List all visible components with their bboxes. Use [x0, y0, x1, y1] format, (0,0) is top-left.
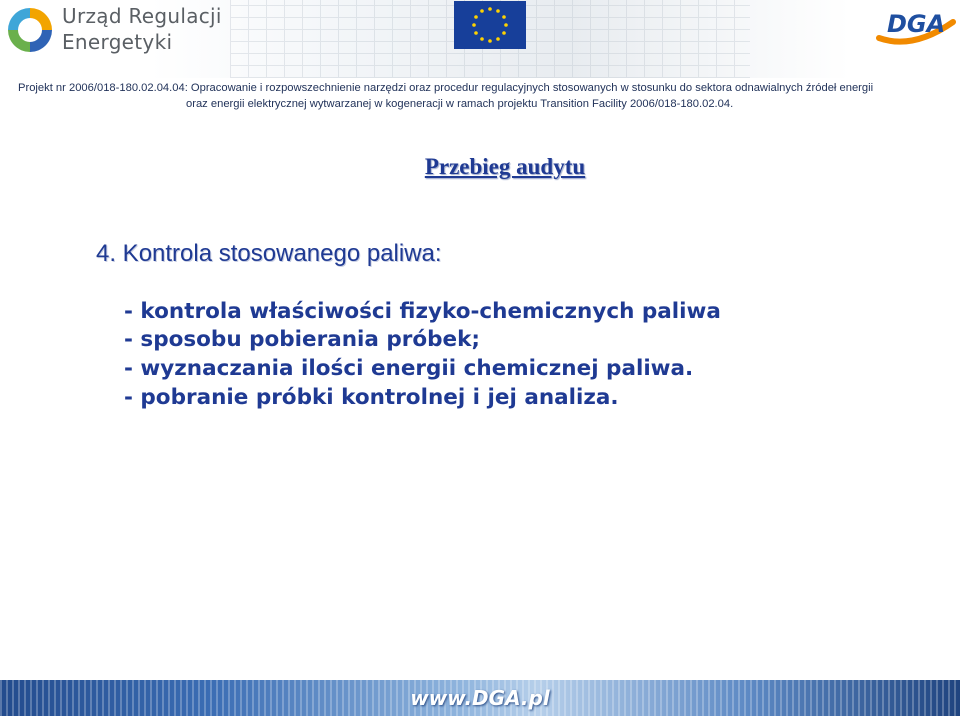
- dga-logo-text: DGA: [887, 10, 946, 38]
- section-heading: 4. Kontrola stosowanego paliwa:: [96, 240, 442, 267]
- list-item: - kontrola właściwości fizyko-chemicznych paliwa: [124, 299, 721, 324]
- list-item: - pobranie próbki kontrolnej i jej analiza.: [124, 385, 619, 410]
- header-bar: [0, 0, 960, 78]
- dga-logo-icon: [873, 2, 957, 46]
- project-info-line1: Projekt nr 2006/018-180.02.04.04: Opracowanie i rozpowszechnienie narzędzi oraz procedur regulacyjnych stosowanych w stosunku do sektora odnawialnych źródeł energii: [18, 82, 874, 94]
- footer-url: www.DGA.pl: [410, 686, 550, 710]
- list-item: - sposobu pobierania próbek;: [124, 327, 481, 352]
- ure-logo-icon: [4, 4, 56, 56]
- project-info-line2: oraz energii elektrycznej wytwarzanej w kogeneracji w ramach projektu Transition Facility 2006/018-180.02.04.: [186, 98, 734, 110]
- eu-flag-icon: [454, 1, 526, 49]
- list-item: - wyznaczania ilości energii chemicznej paliwa.: [124, 356, 694, 381]
- ure-name-line2: Energetyki: [62, 30, 173, 54]
- slide-title: Przebieg audytu: [424, 154, 586, 179]
- ure-name-line1: Urząd Regulacji: [62, 4, 222, 28]
- footer-bar: [0, 680, 960, 716]
